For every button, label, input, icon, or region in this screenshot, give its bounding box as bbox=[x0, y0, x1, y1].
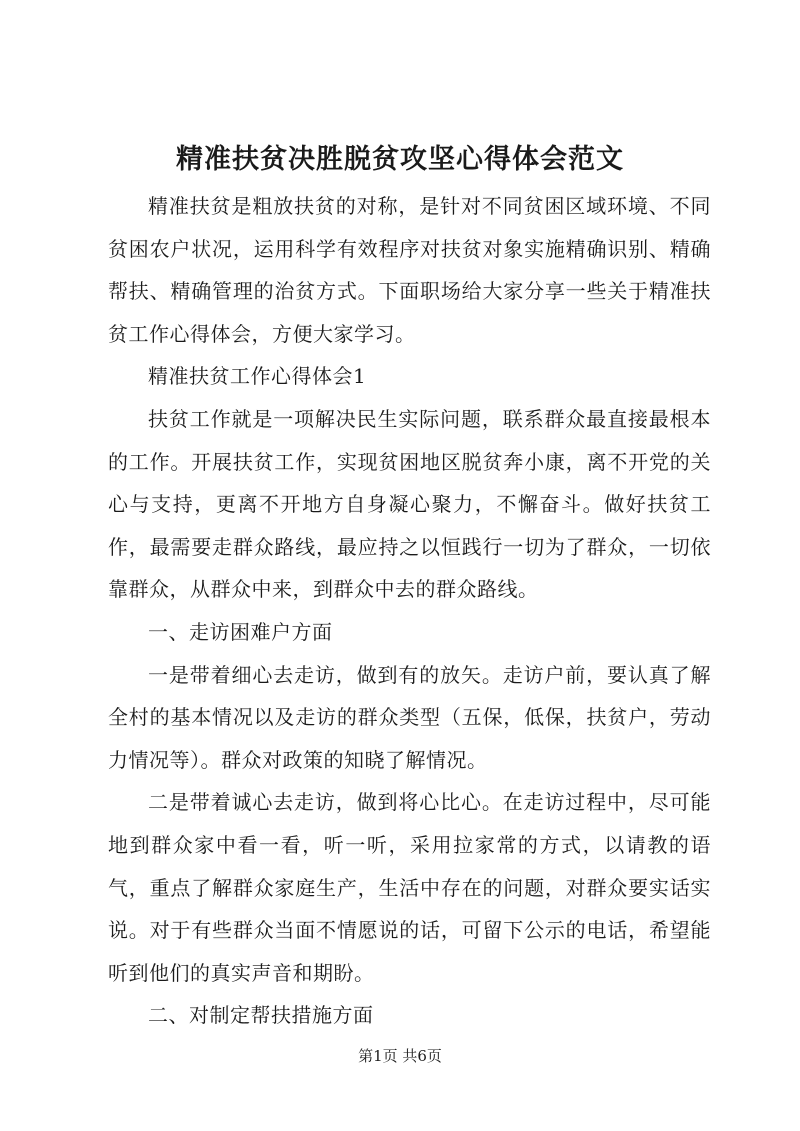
document-title: 精准扶贫决胜脱贫攻坚心得体会范文 bbox=[176, 144, 624, 175]
body-paragraph: 一是带着细心去走访，做到有的放矢。走访户前，要认真了解全村的基本情况以及走访的群众类型（五保，低保，扶贫户，劳动力情况等）。群众对政策的知晓了解情况。 bbox=[108, 662, 711, 772]
document-body bbox=[108, 185, 711, 1037]
body-paragraph: 二是带着诚心去走访，做到将心比心。在走访过程中，尽可能地到群众家中看一看，听一听，采用拉家常的方式，以请教的语气，重点了解群众家庭生产，生活中存在的问题，对群众要实话实说。对于有些群众当面不情愿说的话，可留下公示的电话，希望能听到他们的真实声音和期盼。 bbox=[108, 790, 711, 985]
body-paragraph: 扶贫工作就是一项解决民生实际问题，联系群众最直接最根本的工作。开展扶贫工作，实现贫困地区脱贫奔小康，离不开党的关心与支持，更离不开地方自身凝心聚力，不懈奋斗。做好扶贫工作，最需要走群众路线，最应持之以恒践行一切为了群众，一切依靠群众，从群众中来，到群众中去的群众路线。 bbox=[108, 406, 711, 602]
page-footer: 第1页 共6页 bbox=[358, 1047, 442, 1065]
section-heading: 精准扶贫工作心得体会1 bbox=[148, 364, 367, 389]
intro-paragraph: 精准扶贫是粗放扶贫的对称，是针对不同贫困区域环境、不同贫困农户状况，运用科学有效程序对扶贫对象实施精确识别、精确帮扶、精确管理的治贫方式。下面职场给大家分享一些关于精准扶贫工作心得体会，方便大家学习。 bbox=[108, 194, 711, 346]
subsection-heading: 一、走访困难户方面 bbox=[148, 619, 333, 644]
subsection-heading: 二、对制定帮扶措施方面 bbox=[148, 1003, 374, 1028]
